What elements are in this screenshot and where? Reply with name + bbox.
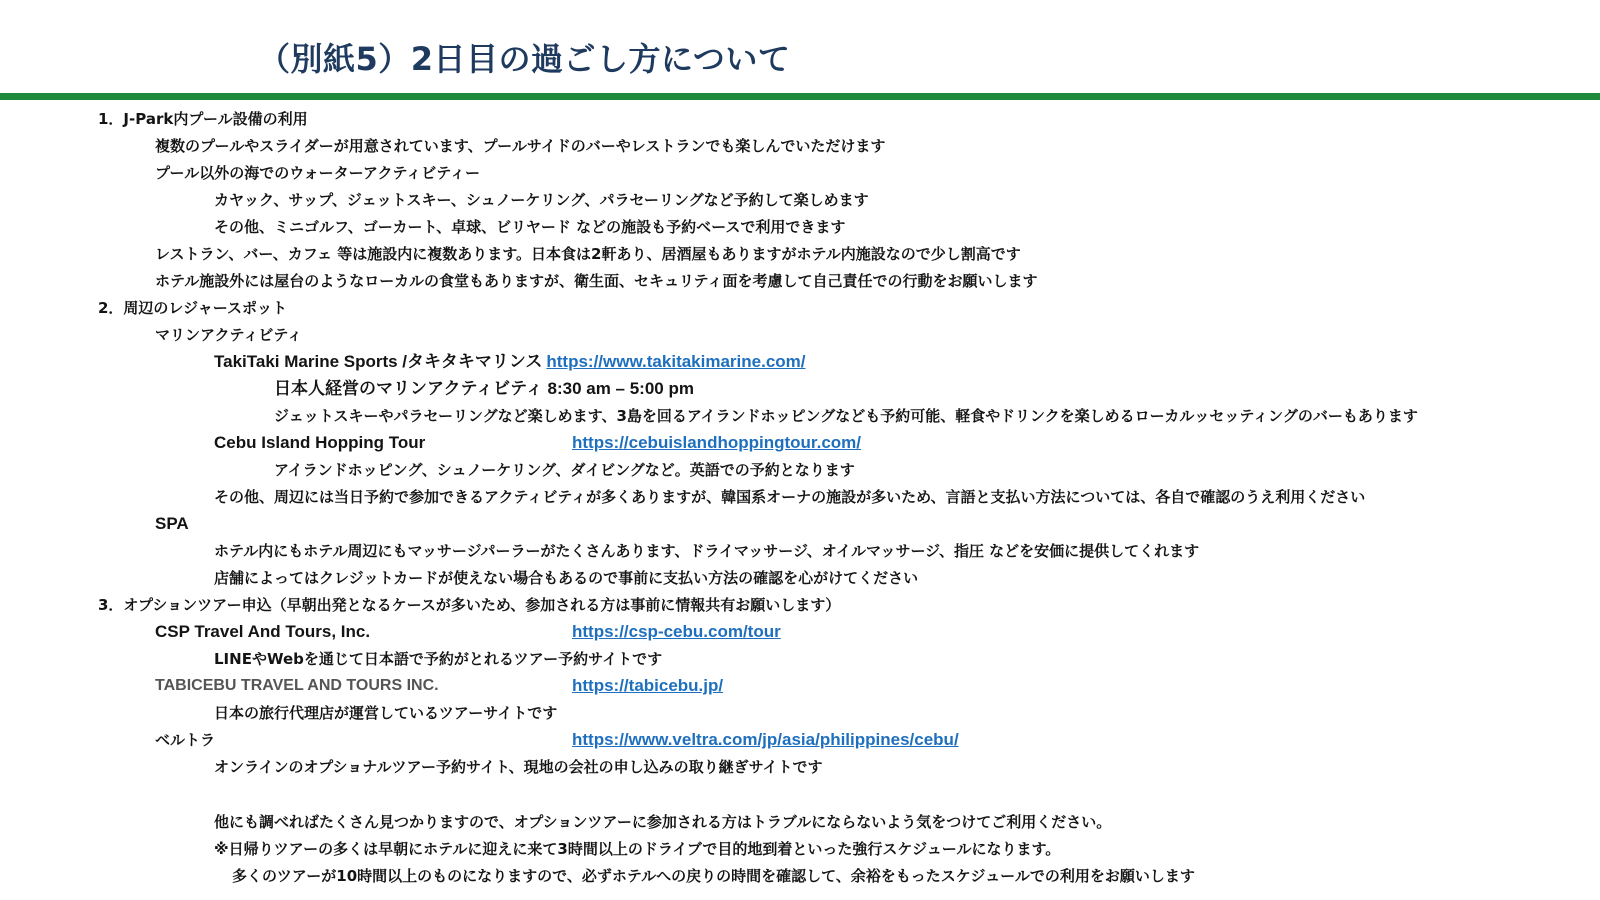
water-activity-heading: プール以外の海でのウォーターアクティビティー	[155, 164, 481, 182]
other-facilities: その他、ミニゴルフ、ゴーカート、卓球、ビリヤード などの施設も予約ベースで利用できます	[214, 218, 846, 236]
tabicebu-link[interactable]: https://tabicebu.jp/	[572, 676, 724, 695]
takitaki-name: TakiTaki Marine Sports /タキタキマリンス	[214, 352, 543, 371]
outside-hotel-note: ホテル施設外には屋台のようなローカルの食堂もありますが、衛生面、セキュリティ面を考慮して自己責任での行動をお願いします	[155, 272, 1038, 290]
veltra-name: ベルトラ	[155, 731, 216, 749]
spa-heading: SPA	[155, 514, 189, 533]
takitaki-hours: 日本人経営のマリンアクティビティ 8:30 am – 5:00 pm	[274, 379, 694, 398]
csp-link[interactable]: https://csp-cebu.com/tour	[572, 622, 781, 641]
other-activities-note: その他、周辺には当日予約で参加できるアクティビティが多くありますが、韓国系オーナの施設が多いため、言語と支払い方法については、各自で確認のうえ利用ください	[214, 488, 1366, 506]
tabicebu-description: 日本の旅行代理店が運営しているツアーサイトです	[214, 704, 558, 722]
pool-description: 複数のプールやスライダーが用意されています、プールサイドのバーやレストランでも楽しんでいただけます	[155, 137, 886, 155]
section-1-heading: 1．J-Park内プール設備の利用	[98, 110, 308, 128]
veltra-description: オンラインのオプショナルツアー予約サイト、現地の会社の申し込みの取り継ぎサイトです	[214, 758, 823, 776]
marine-activity-heading: マリンアクティビティ	[155, 326, 303, 344]
closing-note-3: 多くのツアーが10時間以上のものになりますので、必ずホテルへの戻りの時間を確認して、余裕をもったスケジュールでの利用をお願いします	[232, 867, 1195, 885]
cebu-hopping-link[interactable]: https://cebuislandhoppingtour.com/	[572, 433, 861, 452]
spa-payment-note: 店舗によってはクレジットカードが使えない場合もあるので事前に支払い方法の確認を心がけてください	[214, 569, 919, 587]
takitaki-description: ジェットスキーやパラセーリングなど楽しめます、3島を回るアイランドホッピングなども予約可能、軽食やドリンクを楽しめるローカルッセッティングのバーもあります	[274, 407, 1418, 425]
csp-description: LINEやWebを通じて日本語で予約がとれるツアー予約サイトです	[214, 650, 663, 668]
takitaki-row	[214, 352, 806, 372]
veltra-link[interactable]: https://www.veltra.com/jp/asia/philippines/cebu/	[572, 730, 959, 749]
page-title: （別紙5）2日目の過ごし方について	[258, 40, 791, 78]
water-activity-list: カヤック、サップ、ジェットスキー、シュノーケリング、パラセーリングなど予約して楽しめます	[214, 191, 869, 209]
header-divider	[0, 93, 1600, 100]
section-3-heading: 3．オプションツアー申込（早朝出発となるケースが多いため、参加される方は事前に情報共有お願いします）	[98, 596, 841, 614]
restaurant-info: レストラン、バー、カフェ 等は施設内に複数あります。日本食は2軒あり、居酒屋もありますがホテル内施設なので少し割高です	[155, 245, 1021, 263]
closing-note-1: 他にも調べればたくさん見つかりますので、オプションツアーに参加される方はトラブルにならないよう気をつけてご利用ください。	[214, 813, 1112, 831]
section-2-heading: 2．周辺のレジャースポット	[98, 299, 288, 317]
tabicebu-name: TABICEBU TRAVEL AND TOURS INC.	[155, 677, 439, 694]
spa-description: ホテル内にもホテル周辺にもマッサージパーラーがたくさんあります、ドライマッサージ、オイルマッサージ、指圧 などを安価に提供してくれます	[214, 542, 1200, 560]
takitaki-link[interactable]: https://www.takitakimarine.com/	[546, 352, 806, 371]
closing-note-2: ※日帰りツアーの多くは早朝にホテルに迎えに来て3時間以上のドライブで目的地到着といった強行スケジュールになります。	[214, 840, 1061, 858]
cebu-hopping-description: アイランドホッピング、シュノーケリング、ダイビングなど。英語での予約となります	[274, 461, 855, 479]
cebu-hopping-name: Cebu Island Hopping Tour	[214, 433, 426, 452]
csp-name: CSP Travel And Tours, Inc.	[155, 622, 371, 641]
